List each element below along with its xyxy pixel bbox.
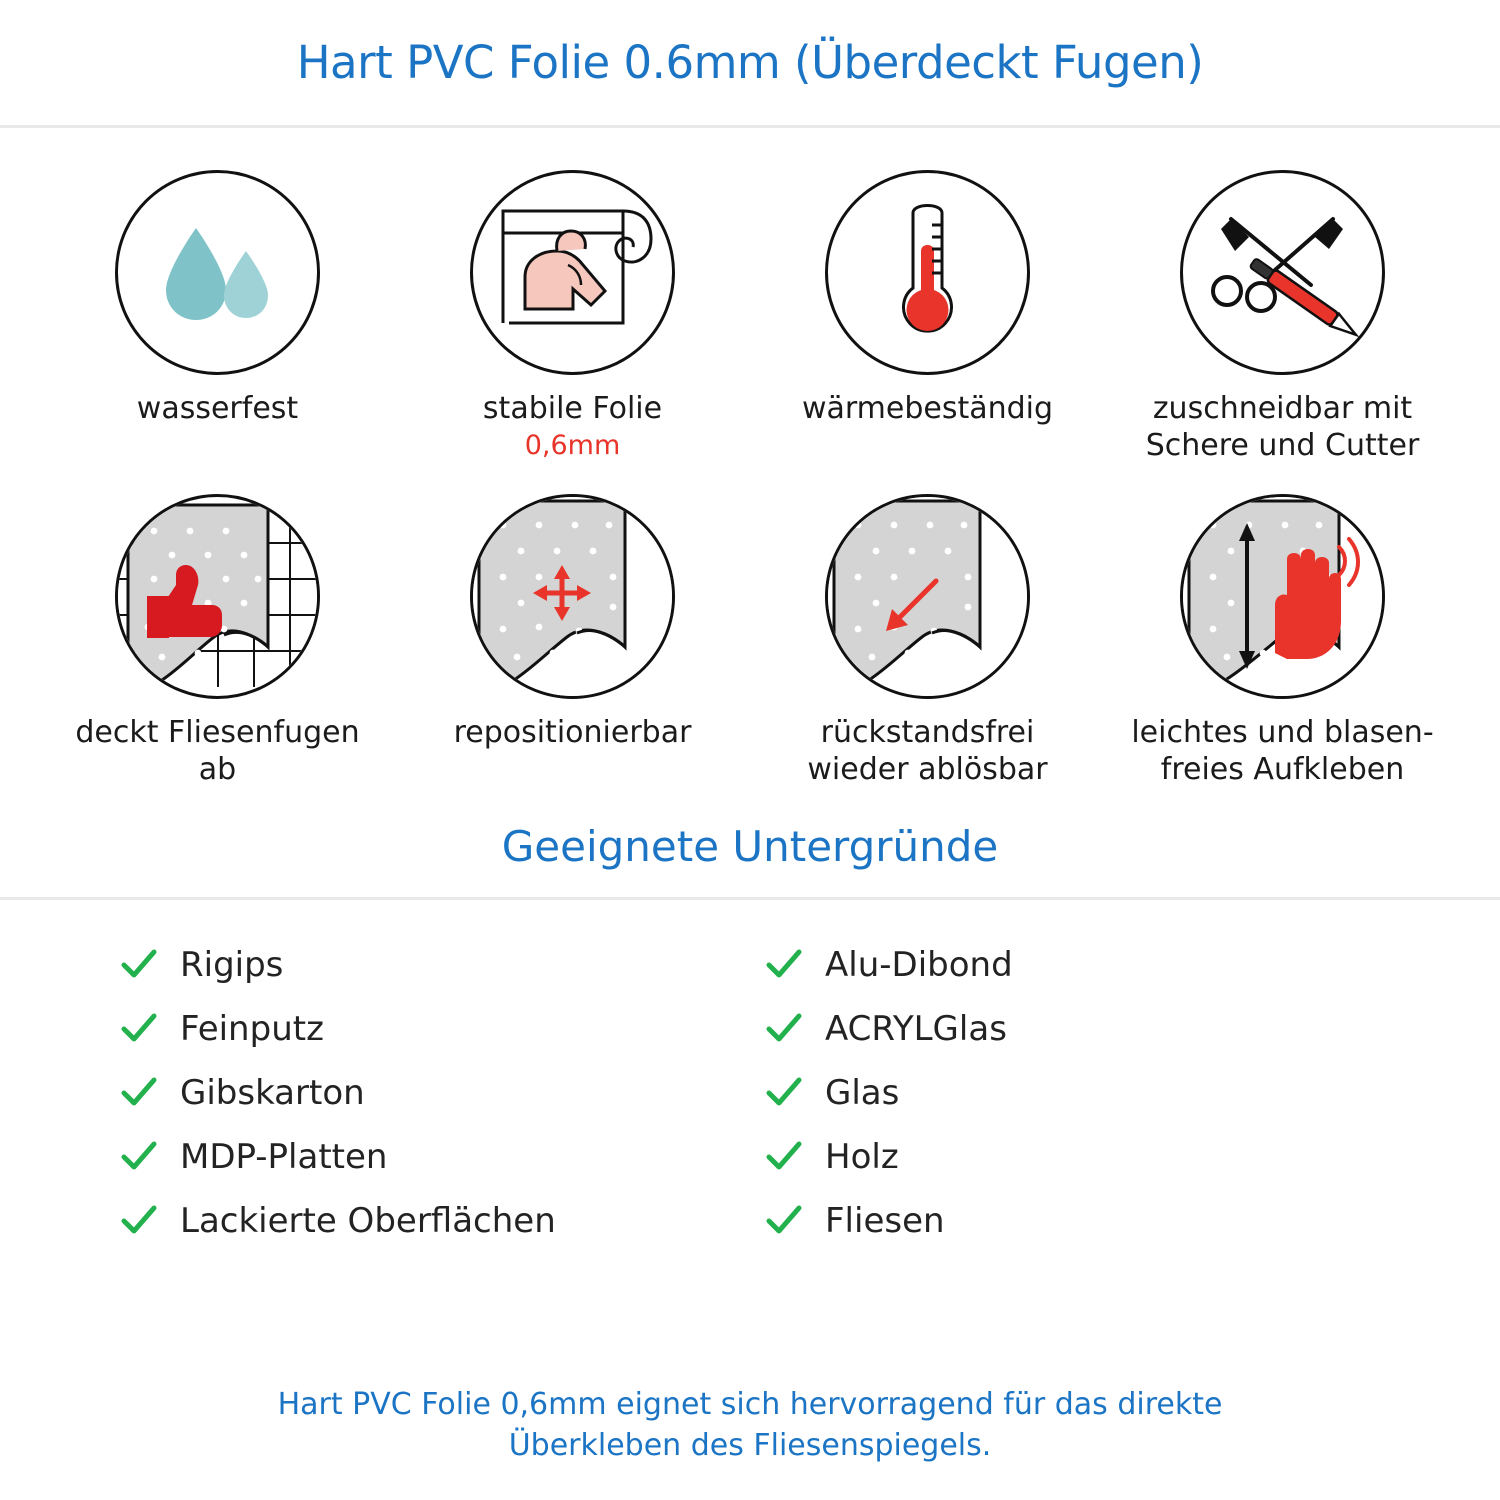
feature-label: wasserfest (136, 391, 299, 426)
subheader-title: Geeignete Untergründe (501, 822, 999, 872)
list-item-label: Rigips (180, 945, 284, 986)
list-item (765, 1002, 1380, 1056)
feature-label: wärmebeständig (801, 391, 1054, 426)
feature-label: leichtes und blasen-freies Aufkleben (1131, 715, 1434, 787)
water-drops-icon (115, 170, 320, 375)
list-item-label: Gibskarton (180, 1073, 365, 1114)
substrate-column-right (765, 938, 1380, 1248)
check-icon (120, 1202, 158, 1240)
check-icon (765, 1202, 803, 1240)
header (0, 0, 1500, 128)
footer-line-1: Hart PVC Folie 0,6mm eignet sich hervorragend für das direkte (277, 1387, 1223, 1422)
feature-item (750, 494, 1105, 788)
feature-label-text: stabile Folie (482, 391, 663, 426)
check-icon (120, 946, 158, 984)
list-item (765, 1066, 1380, 1120)
list-item (120, 938, 735, 992)
list-item-label: MDP-Platten (180, 1137, 388, 1178)
thumbs-up-tiles-icon (115, 494, 320, 699)
feature-label: rückstandsfrei wieder ablösbar (807, 715, 1048, 787)
list-item (120, 1130, 735, 1184)
check-icon (120, 1138, 158, 1176)
list-item (765, 938, 1380, 992)
feature-grid (0, 128, 1500, 788)
check-icon (765, 946, 803, 984)
scissors-cutter-icon (1180, 170, 1385, 375)
feature-label: zuschneidbar mit Schere und Cutter (1145, 391, 1420, 463)
check-icon (120, 1074, 158, 1112)
feature-item (1105, 494, 1460, 788)
page-title: Hart PVC Folie 0.6mm (Überdeckt Fugen) (296, 36, 1204, 89)
footer-line-2: Überkleben des Fliesenspiegels. (508, 1427, 992, 1463)
list-item (120, 1066, 735, 1120)
list-item (765, 1194, 1380, 1248)
footer-note (0, 1385, 1500, 1466)
feature-item (395, 170, 750, 464)
flexed-arm-foil-icon (470, 170, 675, 375)
list-item-label: Fliesen (825, 1201, 945, 1242)
feature-item (40, 494, 395, 788)
list-item-label: Lackierte Oberflächen (180, 1201, 556, 1242)
list-item (765, 1130, 1380, 1184)
list-item-label: Feinputz (180, 1009, 324, 1050)
list-item-label: Glas (825, 1073, 900, 1114)
feature-item (40, 170, 395, 464)
feature-label: deckt Fliesenfugen ab (75, 715, 360, 787)
feature-label: repositionierbar (453, 715, 692, 751)
thermometer-icon (825, 170, 1030, 375)
check-icon (120, 1010, 158, 1048)
hand-smoothing-icon (1180, 494, 1385, 699)
feature-item (1105, 170, 1460, 464)
subheader (0, 822, 1500, 900)
list-item-label: Holz (825, 1137, 899, 1178)
list-item-label: Alu-Dibond (825, 945, 1013, 986)
substrate-list (0, 900, 1500, 1248)
reposition-arrows-icon (470, 494, 675, 699)
substrate-column-left (120, 938, 735, 1248)
feature-item (395, 494, 750, 788)
list-item (120, 1194, 735, 1248)
peel-off-arrow-icon (825, 494, 1030, 699)
feature-item (750, 170, 1105, 464)
feature-sublabel: 0,6mm (524, 429, 621, 461)
check-icon (765, 1074, 803, 1112)
check-icon (765, 1010, 803, 1048)
list-item (120, 1002, 735, 1056)
check-icon (765, 1138, 803, 1176)
feature-label (483, 391, 662, 463)
list-item-label: ACRYLGlas (825, 1009, 1007, 1050)
